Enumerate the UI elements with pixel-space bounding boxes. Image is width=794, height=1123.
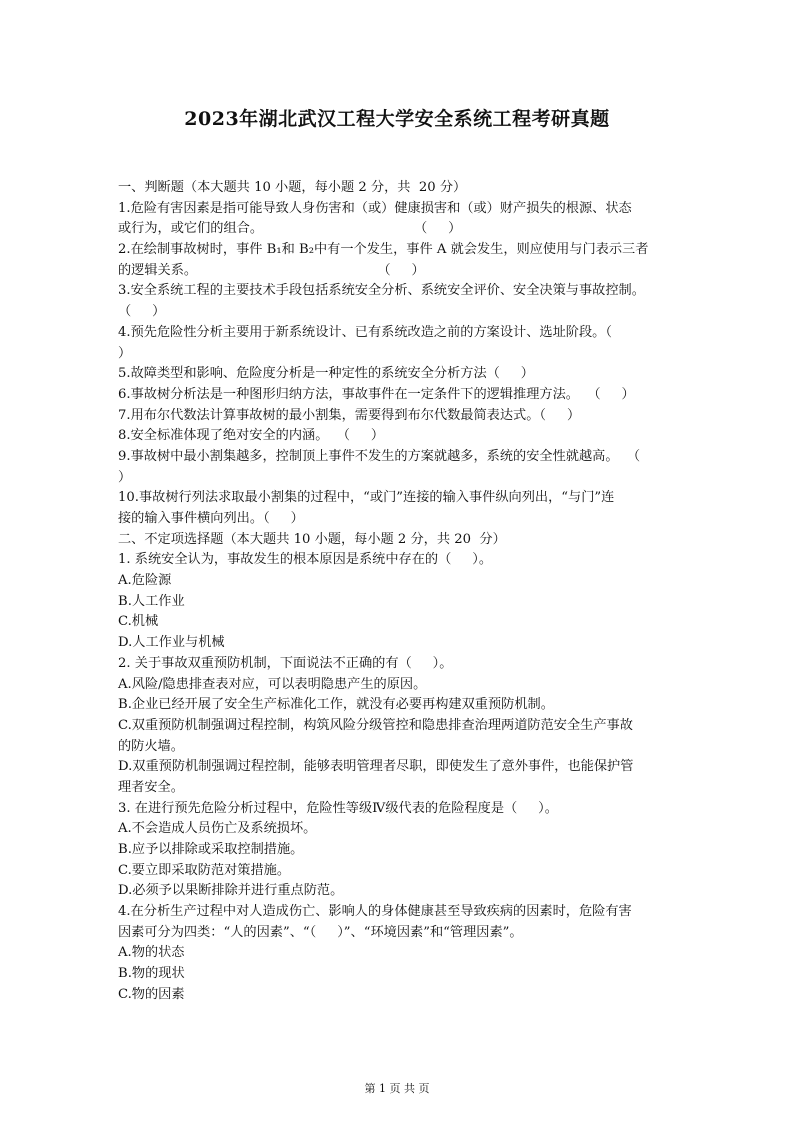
text-line: 二、不定项选择题（本大题共 10 小题，每小题 2 分，共 20 分）: [118, 531, 506, 547]
text-line: C.要立即采取防范对策措施。: [118, 862, 291, 878]
text-line: 4.在分析生产过程中对人造成伤亡、影响人的身体健康甚至导致疾病的因素时，危险有害: [118, 904, 632, 920]
text-line: 理者安全。: [118, 779, 184, 795]
text-line: 1. 系统安全认为，事故发生的根本原因是系统中存在的（ ）。: [118, 552, 493, 568]
text-line: 的防火墙。: [118, 738, 184, 754]
text-line: 一、判断题（本大题共 10 小题，每小题 2 分，共 20 分）: [118, 180, 467, 195]
text-line: C.机械: [118, 614, 159, 630]
text-line: 的逻辑关系。 （ ）: [118, 262, 425, 278]
text-line: 4.预先危险性分析主要用于新系统设计、已有系统改造之前的方案设计、选址阶段。（: [118, 324, 612, 340]
page-footer: 第 1 页 共 页: [364, 1082, 430, 1095]
text-line: B.应予以排除或采取控制措施。: [118, 842, 304, 857]
text-line: 或行为，或它们的组合。 （ ）: [118, 221, 462, 237]
text-line: 6.事故树分析法是一种图形归纳方法，事故事件在一定条件下的逻辑推理方法。 （ ）: [118, 386, 635, 402]
text-line: D.双重预防机制强调过程控制，能够表明管理者尽职，即使发生了意外事件，也能保护管: [118, 759, 634, 775]
text-line: ）: [118, 345, 132, 361]
text-line: 2.在绘制事故树时，事件 B₁和 B₂中有一个发生，事件 A 就会发生，则应使用与门表示三者: [118, 242, 649, 258]
text-line: 5.故障类型和影响、危险度分析是一种定性的系统安全分析方法（ ）: [118, 366, 534, 382]
text-line: D.必须予以果断排除并进行重点防范。: [118, 883, 344, 899]
text-line: A.不会造成人员伤亡及系统损坏。: [118, 821, 317, 837]
text-line: 7.用布尔代数法计算事故树的最小割集，需要得到布尔代数最简表达式。（ ）: [118, 407, 581, 423]
page-title: 2023年湖北武汉工程大学安全系统工程考研真题: [184, 108, 610, 130]
text-line: B.企业已经开展了安全生产标准化工作，就没有必要再构建双重预防机制。: [118, 697, 554, 713]
text-line: （ ）: [118, 304, 166, 320]
text-line: 接的输入事件横向列出。（ ）: [118, 511, 304, 526]
text-line: A.危险源: [118, 573, 172, 589]
text-line: 8.安全标准体现了绝对安全的内涵。 （ ）: [118, 428, 385, 444]
text-line: 3. 在进行预先危险分析过程中，危险性等级Ⅳ级代表的危险程度是（ ）。: [118, 800, 558, 816]
text-line: 2. 关于事故双重预防机制，下面说法不正确的有（ ）。: [118, 655, 453, 671]
text-line: B.人工作业: [118, 593, 185, 609]
text-line: ）: [118, 469, 132, 485]
exam-questions: [118, 178, 678, 1006]
text-line: 因素可分为四类：“人的因素”、“（ ）”、“环境因素”和“管理因素”。: [118, 924, 523, 940]
text-line: 1.危险有害因素是指可能导致人身伤害和（或）健康损害和（或）财产损失的根源、状态: [118, 200, 632, 216]
text-line: 9.事故树中最小割集越多，控制顶上事件不发生的方案就越多，系统的安全性就越高。 （: [118, 448, 641, 464]
text-line: A.物的状态: [118, 945, 185, 961]
text-line: 10.事故树行列法求取最小割集的过程中，“或门”连接的输入事件纵向列出，“与门”连: [118, 490, 615, 506]
text-line: 3.安全系统工程的主要技术手段包括系统安全分析、系统安全评价、安全决策与事故控制。: [118, 283, 645, 299]
text-line: C.物的因素: [118, 986, 185, 1002]
text-line: D.人工作业与机械: [118, 635, 225, 651]
text-line: B.物的现状: [118, 966, 185, 982]
text-line: A.风险/隐患排查表对应，可以表明隐患产生的原因。: [118, 676, 427, 692]
text-line: C.双重预防机制强调过程控制，构筑风险分级管控和隐患排查治理两道防范安全生产事故: [118, 717, 633, 733]
